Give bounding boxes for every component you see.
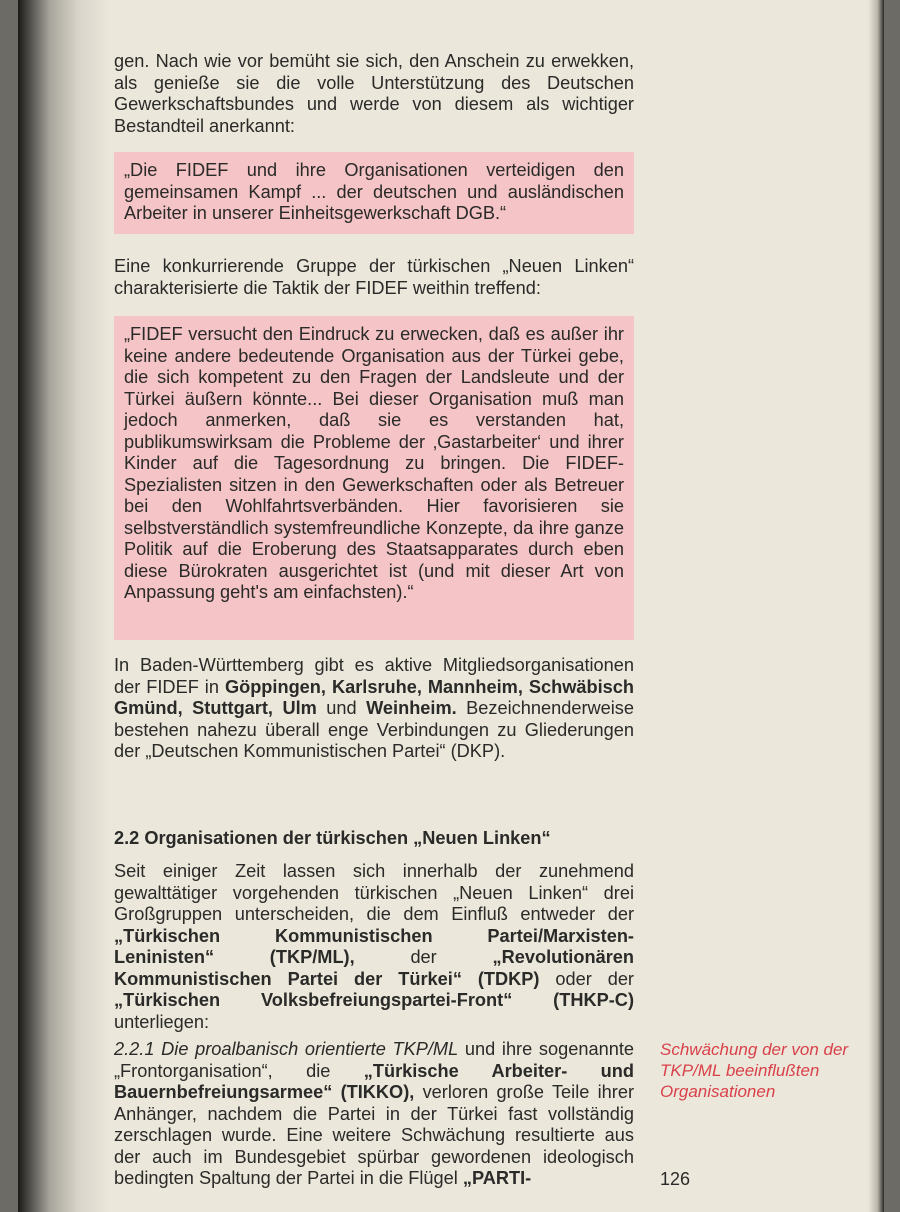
page-number: 126 xyxy=(660,1169,691,1189)
paragraph-5-trailing-bold: „PARTI- xyxy=(462,1168,532,1188)
paragraph-5-italic-lead: 2.2.1 Die proalbanisch orientierte TKP/ML xyxy=(114,1039,459,1059)
paragraph-5-part-1: und ihre sogenannte „Frontorganisation“, die xyxy=(114,1039,634,1081)
book-gutter-shadow xyxy=(18,0,110,1212)
paragraph-4-org-2: „Revolutionären Kommunistischen Partei der Türkei“ (TDKP) xyxy=(114,947,634,989)
paragraph-4-part-1: Seit einiger Zeit lassen sich innerhalb der zunehmend gewalttätiger vorgehenden türkischen „Neuen Linken“ drei Großgruppen unterscheiden, die dem Einfluß entweder der xyxy=(114,861,634,924)
paragraph-3 xyxy=(114,655,634,763)
paragraph-4-part-3: oder der xyxy=(539,968,634,989)
paragraph-3-part-1: In Baden-Württemberg gibt es aktive Mitgliedsorganisationen der FIDEF in xyxy=(114,655,634,697)
paragraph-5 xyxy=(114,1039,634,1190)
paragraph-4-org-1: „Türkischen Kommunistischen Partei/Marxisten-Leninisten“ (TKP/ML), xyxy=(114,925,634,967)
margin-note: Schwächung der von der TKP/ML beeinflußten Organisationen xyxy=(660,1040,849,1101)
paragraph-4-part-4: unterliegen: xyxy=(114,1011,210,1032)
quote-block-2 xyxy=(114,316,634,640)
paragraph-2: Eine konkurrierende Gruppe der türkischen „Neuen Linken“ charakterisierte die Taktik der FIDEF weithin treffend: xyxy=(114,256,634,298)
paragraph-4-part-2: der xyxy=(354,947,493,967)
paragraph-4 xyxy=(114,861,634,1033)
paragraph-3-part-2: und xyxy=(316,698,367,718)
paragraph-1: gen. Nach wie vor bemüht sie sich, den Anschein zu erwekken, als genieße sie die volle Unterstützung des Deutschen Gewerkschaftsbundes und werde von diesem als wichtiger Bestandteil anerkannt: xyxy=(114,51,634,136)
page-edge-shadow xyxy=(868,0,884,1212)
paragraph-3-part-3: Bezeichnenderweise bestehen nahezu überall enge Verbindungen zu Gliederungen der „Deutschen Kommunistischen Partei“ (DKP). xyxy=(114,698,634,761)
paragraph-3-cities: Göppingen, Karlsruhe, Mannheim, Schwäbisch Gmünd, Stuttgart, Ulm xyxy=(114,676,634,718)
quote-2-text: „FIDEF versucht den Eindruck zu erwecken, daß es außer ihr keine andere bedeutende Organisation aus der Türkei gebe, die sich kompetent zu den Fragen der Landsleute und der Türkei äußern könnte... Bei dieser Organisation muß man jedoch anmerken, daß sie es verstanden hat, publikumswirksam die Probleme der ‚Gastarbeiter‘ und ihrer Kinder auf die Tagesordnung zu bringen. Die FIDEF-Spezialisten sitzen in den Gewerkschaften oder als Betreuer bei den Wohlfahrtsverbänden. Hier favorisieren sie selbstverständlich systemfreundliche Konzepte, da ihre ganze Politik auf die Eroberung des Staatsapparates durch eben diese Bürokraten ausgerichtet ist (und mit dieser Art von Anpassung geht's am einfachsten).“ xyxy=(124,324,624,602)
quote-1-text: „Die FIDEF und ihre Organisationen verteidigen den gemeinsamen Kampf ... der deutschen und ausländischen Arbeiter in unserer Einheitsgewerkschaft DGB.“ xyxy=(124,160,624,223)
paragraph-4-org-3: „Türkischen Volksbefreiungspartei-Front“ (THKP-C) xyxy=(114,990,634,1010)
paragraph-5-part-2: verloren große Teile ihrer Anhänger, nachdem die Partei in der Türkei fast vollständig zerschlagen wurde. Eine weitere Schwächung resultierte aus der auch im Bundesgebiet spürbar gewordenen ideologisch bedingten Spaltung der Partei in die Flügel xyxy=(114,1082,635,1188)
quote-block-1 xyxy=(114,152,634,234)
paragraph-5-org: „Türkische Arbeiter- und Bauernbefreiungsarmee“ (TIKKO), xyxy=(114,1060,634,1102)
paragraph-3-city-last: Weinheim. xyxy=(366,698,457,718)
section-heading: 2.2 Organisationen der türkischen „Neuen Linken“ xyxy=(114,828,551,848)
